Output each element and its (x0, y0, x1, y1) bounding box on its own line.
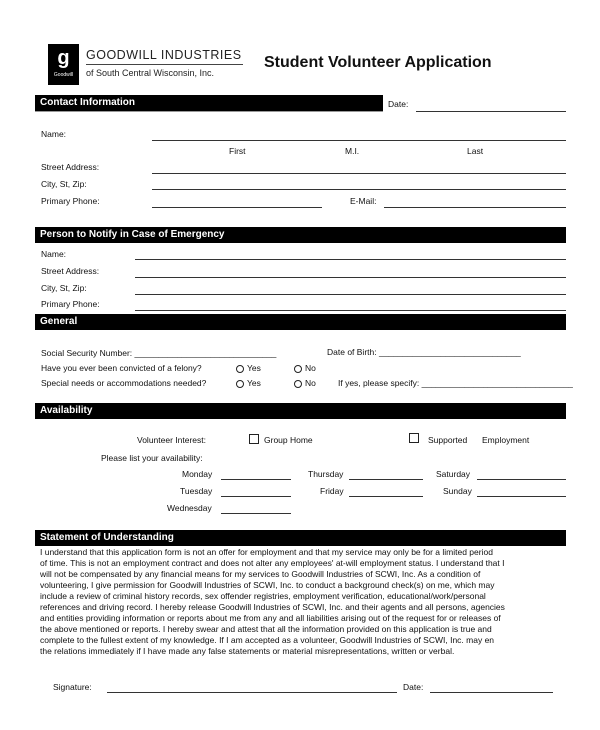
ssn-label[interactable]: Social Security Number: ______________________________ (41, 348, 277, 358)
signature-date-field[interactable] (430, 692, 553, 693)
wednesday-field[interactable] (221, 513, 291, 514)
section-availability-label: Availability (40, 405, 93, 416)
statement-line: and entities providing information or reports about me from any and all liabilities arising out of the request for or releases of (40, 613, 501, 623)
section-contact-header (35, 95, 383, 111)
saturday-label: Saturday (436, 469, 471, 479)
street-field[interactable] (152, 173, 566, 174)
statement-line: will not be compensated by any financial means for my services to Goodwill Industries of SCWI, Inc. As a condition of (40, 569, 481, 579)
wednesday-label: Wednesday (167, 503, 212, 513)
radio-icon (294, 365, 302, 373)
street-label: Street Address: (41, 162, 100, 172)
signature-date-label: Date: (403, 682, 424, 692)
radio-icon (236, 365, 244, 373)
availability-list-label: Please list your availability: (101, 453, 203, 463)
divider (35, 111, 383, 112)
signature-field[interactable] (107, 692, 397, 693)
employment-label: Employment (482, 435, 530, 445)
date-field[interactable] (416, 111, 566, 112)
email-field[interactable] (384, 207, 566, 208)
felony-no-radio[interactable] (294, 363, 316, 373)
special-needs-question: Special needs or accommodations needed? (41, 378, 207, 388)
section-general-label: General (40, 316, 78, 327)
tuesday-field[interactable] (221, 496, 291, 497)
emergency-city-field[interactable] (135, 294, 566, 295)
no-label: No (305, 363, 316, 373)
saturday-field[interactable] (477, 479, 566, 480)
date-label: Date: (388, 99, 409, 109)
tuesday-label: Tuesday (180, 486, 213, 496)
emergency-street-label: Street Address: (41, 266, 100, 276)
supported-employment-checkbox[interactable] (409, 433, 419, 443)
city-field[interactable] (152, 189, 566, 190)
statement-line: the relations immediately if I have made any false statements or material misrepresentations, written or verbal. (40, 646, 455, 656)
statement-line: references and driving record. I hereby release Goodwill Industries of SCWI, Inc. and their agents and all persons, agencies (40, 602, 505, 612)
section-general-header (35, 314, 566, 330)
friday-field[interactable] (349, 496, 423, 497)
yes-label: Yes (247, 363, 261, 373)
statement-line: I understand that this application form is not an offer for employment and that my service may only be for a limited period (40, 547, 493, 557)
form-title: Student Volunteer Application (264, 54, 492, 71)
radio-icon (294, 380, 302, 388)
emergency-phone-field[interactable] (135, 310, 566, 311)
org-divider (86, 64, 243, 65)
goodwill-logo (48, 44, 79, 85)
friday-label: Friday (320, 486, 344, 496)
section-statement-header (35, 530, 566, 546)
group-home-checkbox[interactable] (249, 434, 259, 444)
city-label: City, St, Zip: (41, 179, 87, 189)
no-label: No (305, 378, 316, 388)
section-availability-header (35, 403, 566, 419)
section-contact-label: Contact Information (40, 97, 135, 108)
org-name: GOODWILL INDUSTRIES (86, 48, 242, 62)
group-home-label: Group Home (264, 435, 313, 445)
special-no-radio[interactable] (294, 378, 316, 388)
email-label: E-Mail: (350, 196, 377, 206)
supported-label: Supported (428, 435, 468, 445)
emergency-name-label: Name: (41, 249, 67, 259)
special-yes-radio[interactable] (236, 378, 261, 388)
statement-line: include a review of criminal history records, sex offender registries, employment verification, educational/work/personal (40, 591, 486, 601)
statement-line: volunteering, I give permission for Goodwill Industries of SCWI, Inc. to conduct a background check(s) on me, which may (40, 580, 495, 590)
name-field[interactable] (152, 140, 566, 141)
statement-line: complete to the fullest extent of my knowledge. If I am accepted as a volunteer, Goodwill Industries of SCWI, Inc. may en (40, 635, 495, 645)
section-emergency-header (35, 227, 566, 243)
org-subtitle: of South Central Wisconsin, Inc. (86, 68, 215, 78)
phone-label: Primary Phone: (41, 196, 100, 206)
interest-label: Volunteer Interest: (137, 435, 206, 445)
sunday-field[interactable] (477, 496, 566, 497)
signature-label: Signature: (53, 682, 92, 692)
last-label: Last (467, 146, 484, 156)
yes-label: Yes (247, 378, 261, 388)
emergency-phone-label: Primary Phone: (41, 299, 100, 309)
felony-yes-radio[interactable] (236, 363, 261, 373)
emergency-street-field[interactable] (135, 277, 566, 278)
section-statement-label: Statement of Understanding (40, 532, 174, 543)
name-label: Name: (41, 129, 67, 139)
section-emergency-label: Person to Notify in Case of Emergency (40, 229, 225, 240)
sunday-label: Sunday (443, 486, 472, 496)
first-label: First (229, 146, 246, 156)
thursday-field[interactable] (349, 479, 423, 480)
statement-line: the above mentioned or reports. I hereby swear and attest that all the information provided on this application is true and (40, 624, 492, 634)
felony-question: Have you ever been convicted of a felony? (41, 363, 202, 373)
logo-word: Goodwill (53, 72, 74, 78)
emergency-name-field[interactable] (135, 259, 566, 260)
dob-label[interactable]: Date of Birth: ______________________________ (327, 347, 521, 357)
statement-line: of time. This is not an employment contract and does not alter any employees' at-will employment status. I understand that I (40, 558, 505, 568)
emergency-city-label: City, St, Zip: (41, 283, 87, 293)
radio-icon (236, 380, 244, 388)
phone-field[interactable] (152, 207, 322, 208)
specify-field[interactable]: If yes, please specify: ________________________________ (338, 378, 573, 388)
thursday-label: Thursday (308, 469, 344, 479)
mi-label: M.I. (345, 146, 360, 156)
monday-label: Monday (182, 469, 213, 479)
logo-symbol: g (57, 47, 70, 69)
monday-field[interactable] (221, 479, 291, 480)
statement-text (40, 547, 565, 657)
